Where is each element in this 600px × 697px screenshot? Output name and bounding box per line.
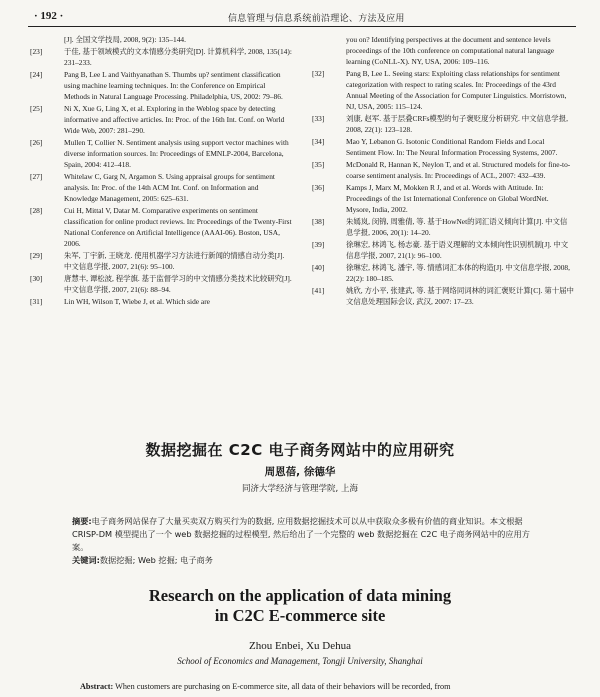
keywords-label-chinese: 关键词: — [72, 555, 100, 565]
reference-item: [33] 刘康, 赵军. 基于层叠CRFs模型的句子褒贬度分析研究. 中文信息学报, 2008, 22(1): 123–128. — [312, 114, 568, 135]
reference-item: [36] Kamps J, Marx M, Mokken R J, and et al. Words with Attitude. In: Proceedings of the 1st International Conference on Global WordNet. Mysore, India, 2002. — [312, 183, 549, 215]
abstract-label-english: Abstract: — [80, 682, 114, 691]
abstract-english — [80, 682, 600, 691]
reference-item: [23] 于佳, 基于领域模式的文本情感分类研究[D]. 计算机科学, 2008, 135(14): 231–233. — [30, 46, 292, 67]
affiliation-english: School of Economics and Management, Tongji University, Shanghai — [177, 656, 423, 666]
reference-item: [27] Whitelaw C, Garg N, Argamon S. Using appraisal groups for sentiment analysis. In: Proc. of the 14th ACM Int. Conf. on Information and Knowledge Management, 2005: 625–631. — [30, 172, 275, 204]
reference-item: [26] Mullen T, Collier N. Sentiment analysis using support vector machines with diverse information sources. In: Proceedings of EMNLP-2004, Barcelona, Spain, 2004: 412–418. — [30, 138, 289, 170]
reference-item: [24] Pang B, Lee L and Vaithyanathan S. Thumbs up? sentiment classification using machine learning techniques. In: the Conference on Empirical Methods in Natural Language Processing. Philadelphia, US, 2002: 79–86. — [30, 69, 283, 102]
abstract-label-chinese: 摘要: — [72, 516, 92, 526]
references-left-column — [30, 34, 292, 308]
reference-item: [25] Ni X, Xue G, Ling X, et al. Exploring in the Weblog space by detecting informative and affective articles. In: Proc. of the 16th Int. Conf. on World Wide Web, 2007: 281–290. — [30, 103, 285, 136]
article-title-chinese: 数据挖掘在 C2C 电子商务网站中的应用研究 — [145, 441, 455, 459]
abstract-text-chinese: 电子商务网站保存了大量买卖双方购买行为的数据, 应用数据挖掘技术可以从中获取众多极有价值的商业知识。本文根据 CRISP-DM 模型提出了一个 web 数据挖掘的过程模型, 然后给出了一个完整的 web 数据挖掘在 C2C 电子商务网站中的应用方案。 — [72, 516, 530, 552]
abstract-chinese — [72, 515, 532, 567]
affiliation-chinese: 同济大学经济与管理学院, 上海 — [242, 484, 358, 494]
reference-item: [40] 徐琳宏, 林鸿飞, 潘宇, 等. 情感词汇本体的构造[J]. 中文信息学报, 2008, 22(2): 180–185. — [312, 263, 570, 284]
reference-item: [29] 朱军, 丁宇新, 王晓龙. 使用机器学习方法进行新闻的情感自动分类[J]. 中文信息学报, 2007, 21(6): 95–100. — [30, 251, 285, 272]
page-number: · 192 · — [34, 10, 64, 22]
authors-chinese: 周恩蓓, 徐德华 — [264, 466, 336, 478]
reference-item: you on? Identifying perspectives at the document and sentence levels proceedings of the 10th conference on computational natural language learning (CoNLL-X). NY, USA, 2006: 109–116. — [346, 35, 555, 67]
reference-item: [32] Pang B, Lee L. Seeing stars: Exploiting class relationships for sentiment categorization with respect to rating scales. In: Proceedings of the 43rd Annual Meeting of the Association for Computer Linguistics. Morristown, NJ, USA, 2005: 115–124. — [312, 69, 567, 112]
references-right-column — [312, 34, 574, 308]
running-title: 信息管理与信息系统前沿理论、方法及应用 — [228, 14, 405, 24]
reference-item: [31] Lin WH, Wilson T, Wiebe J, et al. Which side are — [30, 297, 210, 307]
reference-item: [34] Mao Y, Lebanon G. Isotonic Conditional Random Fields and Local Sentiment Flow. In: The Neural Information Processing Systems, 2007. — [312, 137, 558, 158]
reference-item: [41] 姚欣, 方小平, 张建武, 等. 基于网络同词林的词汇褒贬计算[C]. 第十届中文信息处理国际会议, 武汉, 2007: 17–23. — [312, 286, 574, 307]
authors-english: Zhou Enbei, Xu Dehua — [248, 640, 352, 652]
reference-item: [28] Cui H, Mittal V, Datar M. Comparative experiments on sentiment classification for online product reviews. In: Proceedings of the Twenty-First National Conference on Artificial Intelligence (AAAI-06). Boston, USA, 2006. — [30, 206, 292, 249]
reference-item: [J]. 全国文学技局, 2008, 9(2): 135–144. — [64, 35, 186, 44]
abstract-text-english: When customers are purchasing on E-commerce site, all data of their behaviors will be recorded, from — [115, 682, 451, 691]
article-title-english — [0, 586, 600, 626]
keywords-chinese: 数据挖掘; Web 挖掘; 电子商务 — [99, 555, 213, 565]
reference-item: [38] 朱嫣岚, 闵锦, 周雅倩, 等. 基于HowNet的词汇语义倾向计算[J]. 中文信息学报, 2006, 20(1): 14–20. — [312, 217, 568, 238]
title-en-line2: in C2C E-commerce site — [214, 606, 386, 625]
reference-item: [39] 徐琳宏, 林鸿飞, 杨志豪. 基于语义理解的文本倾向性识别机制[J]. 中文信息学报, 2007, 21(1): 96–100. — [312, 240, 569, 261]
reference-item: [30] 唐慧丰, 谭松波, 程学旗. 基于监督学习的中文情感分类技术比较研究[J]. 中文信息学报, 2007, 21(6): 88–94. — [30, 274, 292, 295]
page-header — [28, 8, 576, 27]
title-en-line1: Research on the application of data mining — [148, 586, 452, 605]
reference-item: [35] McDonald R, Hannan K, Neylon T, and et al. Structured models for fine-to-coarse sentiment analysis. In: Proceedings of ACL, 2007: 432–439. — [312, 160, 571, 181]
